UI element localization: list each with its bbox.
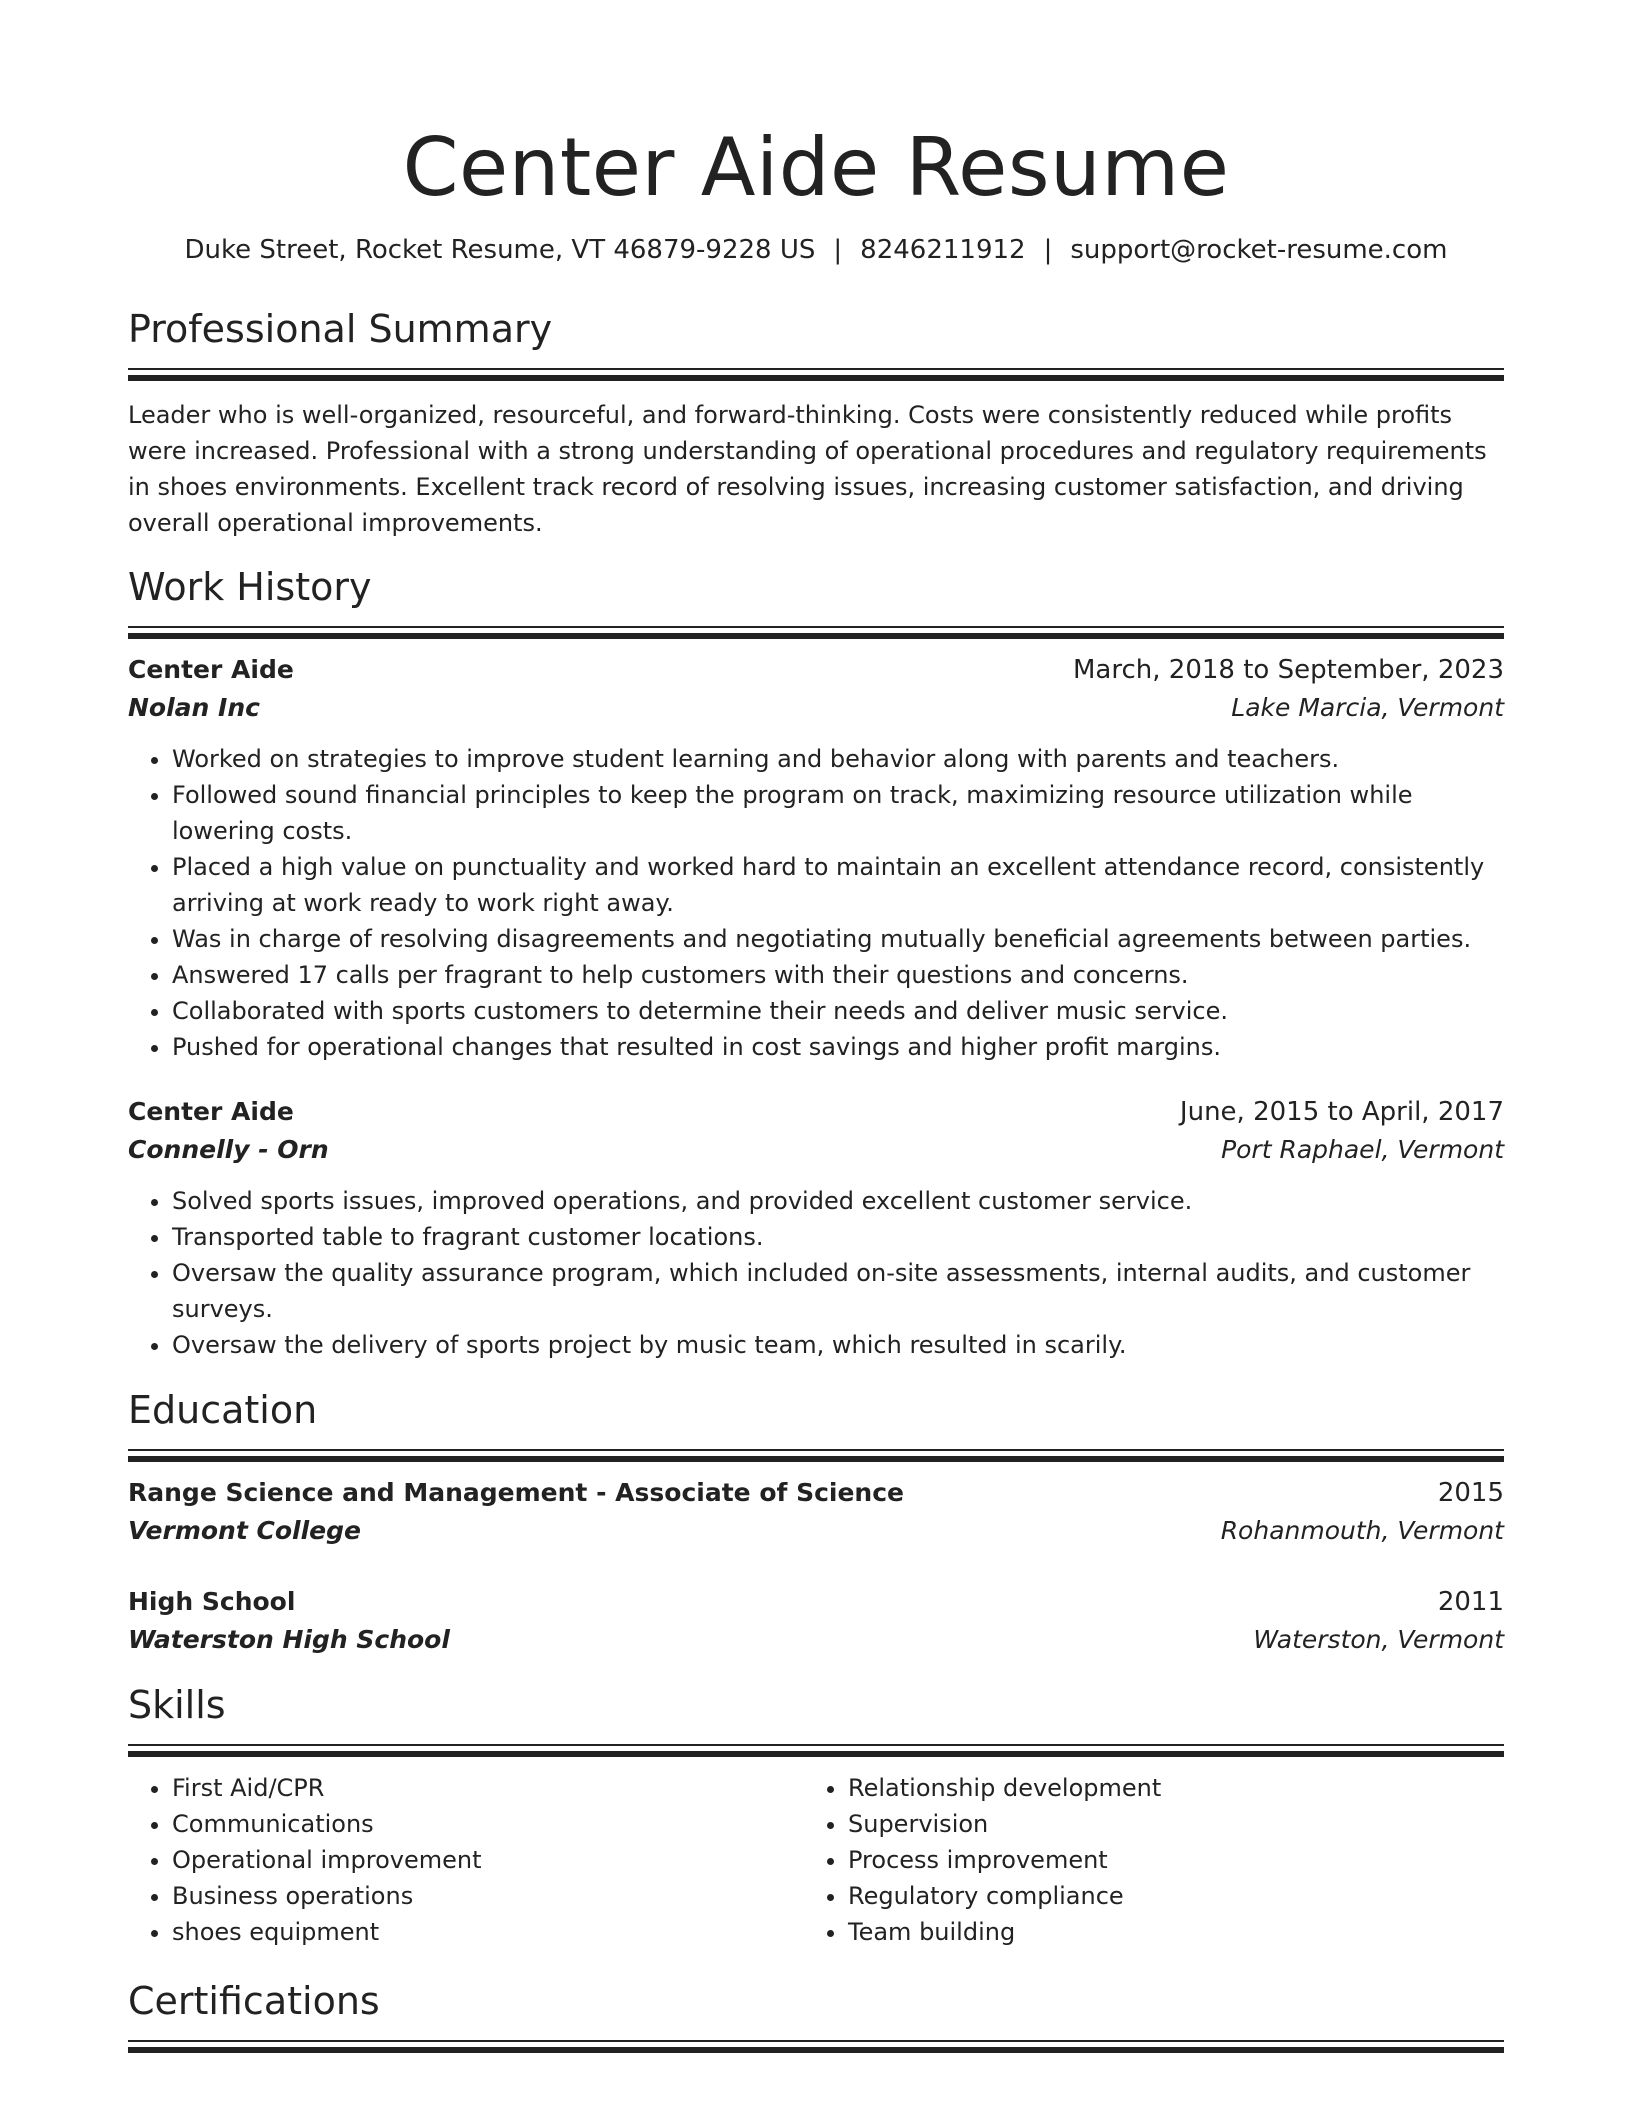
education-school: Waterston High School <box>128 1625 450 1654</box>
contact-address: Duke Street, Rocket Resume, VT 46879-9228 US <box>184 235 816 265</box>
contact-email: support@rocket-resume.com <box>1070 235 1448 265</box>
list-item: • Transported table to fragrant customer locations. <box>172 1219 1504 1255</box>
job-entry <box>128 651 1504 1065</box>
skills-list-right <box>804 1770 1480 1950</box>
section-divider <box>128 2040 1504 2054</box>
list-item: • Oversaw the delivery of sports project by music team, which resulted in scarily. <box>172 1327 1504 1363</box>
list-item: • shoes equipment <box>172 1914 804 1950</box>
education-year: 2011 <box>1437 1587 1504 1617</box>
job-duties-list <box>128 1183 1504 1363</box>
section-divider <box>128 1744 1504 1758</box>
contact-phone: 8246211912 <box>860 235 1026 265</box>
education-location: Waterston, Vermont <box>1253 1625 1504 1654</box>
job-company: Nolan Inc <box>128 693 260 722</box>
job-title: Center Aide <box>128 655 294 684</box>
list-item: • Operational improvement <box>172 1842 804 1878</box>
job-location: Port Raphael, Vermont <box>1221 1135 1504 1164</box>
job-duties-list <box>128 741 1504 1065</box>
section-divider <box>128 368 1504 382</box>
list-item: • Oversaw the quality assurance program, which included on-site assessments, internal audits, and customer surveys. <box>172 1255 1504 1327</box>
list-item: • Pushed for operational changes that resulted in cost savings and higher profit margins. <box>172 1029 1504 1065</box>
list-item: • Solved sports issues, improved operations, and provided excellent customer service. <box>172 1183 1504 1219</box>
section-divider <box>128 626 1504 640</box>
education-entry <box>128 1474 1504 1550</box>
job-dates: June, 2015 to April, 2017 <box>1179 1097 1504 1127</box>
certifications-section <box>128 1976 1504 2054</box>
job-company: Connelly - Orn <box>128 1135 329 1164</box>
summary-section <box>128 304 1504 541</box>
list-item: • Placed a high value on punctuality and worked hard to maintain an excellent attendance record, consistently arriving at work ready to work right away. <box>172 849 1504 921</box>
job-location: Lake Marcia, Vermont <box>1231 693 1504 722</box>
list-item: • Regulatory compliance <box>848 1878 1480 1914</box>
education-entry <box>128 1583 1504 1659</box>
contact-line <box>128 230 1504 270</box>
summary-text: Leader who is well-organized, resourceful, and forward-thinking. Costs were consistently reduced while profits were increased. Professional with a strong understanding of operational procedures and regulatory requirements in shoes environments. Excellent track record of resolving issues, increasing customer satisfaction, and driving overall operational improvements. <box>128 401 1487 537</box>
resume-page <box>128 0 1504 2054</box>
list-item: • Was in charge of resolving disagreements and negotiating mutually beneficial agreements between parties. <box>172 921 1504 957</box>
section-heading-certifications: Certifications <box>128 1979 380 2023</box>
job-entry <box>128 1093 1504 1363</box>
section-heading-education: Education <box>128 1388 318 1432</box>
skills-grid <box>128 1770 1504 1950</box>
job-dates: March, 2018 to September, 2023 <box>1073 655 1504 685</box>
skills-section <box>128 1680 1504 1950</box>
resume-title: Center Aide Resume <box>402 121 1230 214</box>
education-year: 2015 <box>1437 1478 1504 1508</box>
list-item: • Collaborated with sports customers to determine their needs and deliver music service. <box>172 993 1504 1029</box>
work-history-section <box>128 562 1504 1363</box>
education-degree: High School <box>128 1587 296 1616</box>
job-title: Center Aide <box>128 1097 294 1126</box>
list-item: • Followed sound financial principles to keep the program on track, maximizing resource utilization while lowering costs. <box>172 777 1504 849</box>
section-heading-work-history: Work History <box>128 565 372 609</box>
list-item: • Worked on strategies to improve student learning and behavior along with parents and teachers. <box>172 741 1504 777</box>
list-item: • Team building <box>848 1914 1480 1950</box>
contact-separator: | <box>1043 235 1053 265</box>
section-divider <box>128 1449 1504 1463</box>
list-item: • Communications <box>172 1806 804 1842</box>
list-item: • Business operations <box>172 1878 804 1914</box>
education-location: Rohanmouth, Vermont <box>1220 1516 1504 1545</box>
contact-separator: | <box>833 235 843 265</box>
education-degree: Range Science and Management - Associate of Science <box>128 1478 905 1507</box>
skills-list-left <box>128 1770 804 1950</box>
list-item: • Answered 17 calls per fragrant to help customers with their questions and concerns. <box>172 957 1504 993</box>
education-section <box>128 1385 1504 1659</box>
section-heading-summary: Professional Summary <box>128 307 553 351</box>
list-item: • First Aid/CPR <box>172 1770 804 1806</box>
education-school: Vermont College <box>128 1516 361 1545</box>
list-item: • Relationship development <box>848 1770 1480 1806</box>
section-heading-skills: Skills <box>128 1683 226 1727</box>
list-item: • Supervision <box>848 1806 1480 1842</box>
list-item: • Process improvement <box>848 1842 1480 1878</box>
